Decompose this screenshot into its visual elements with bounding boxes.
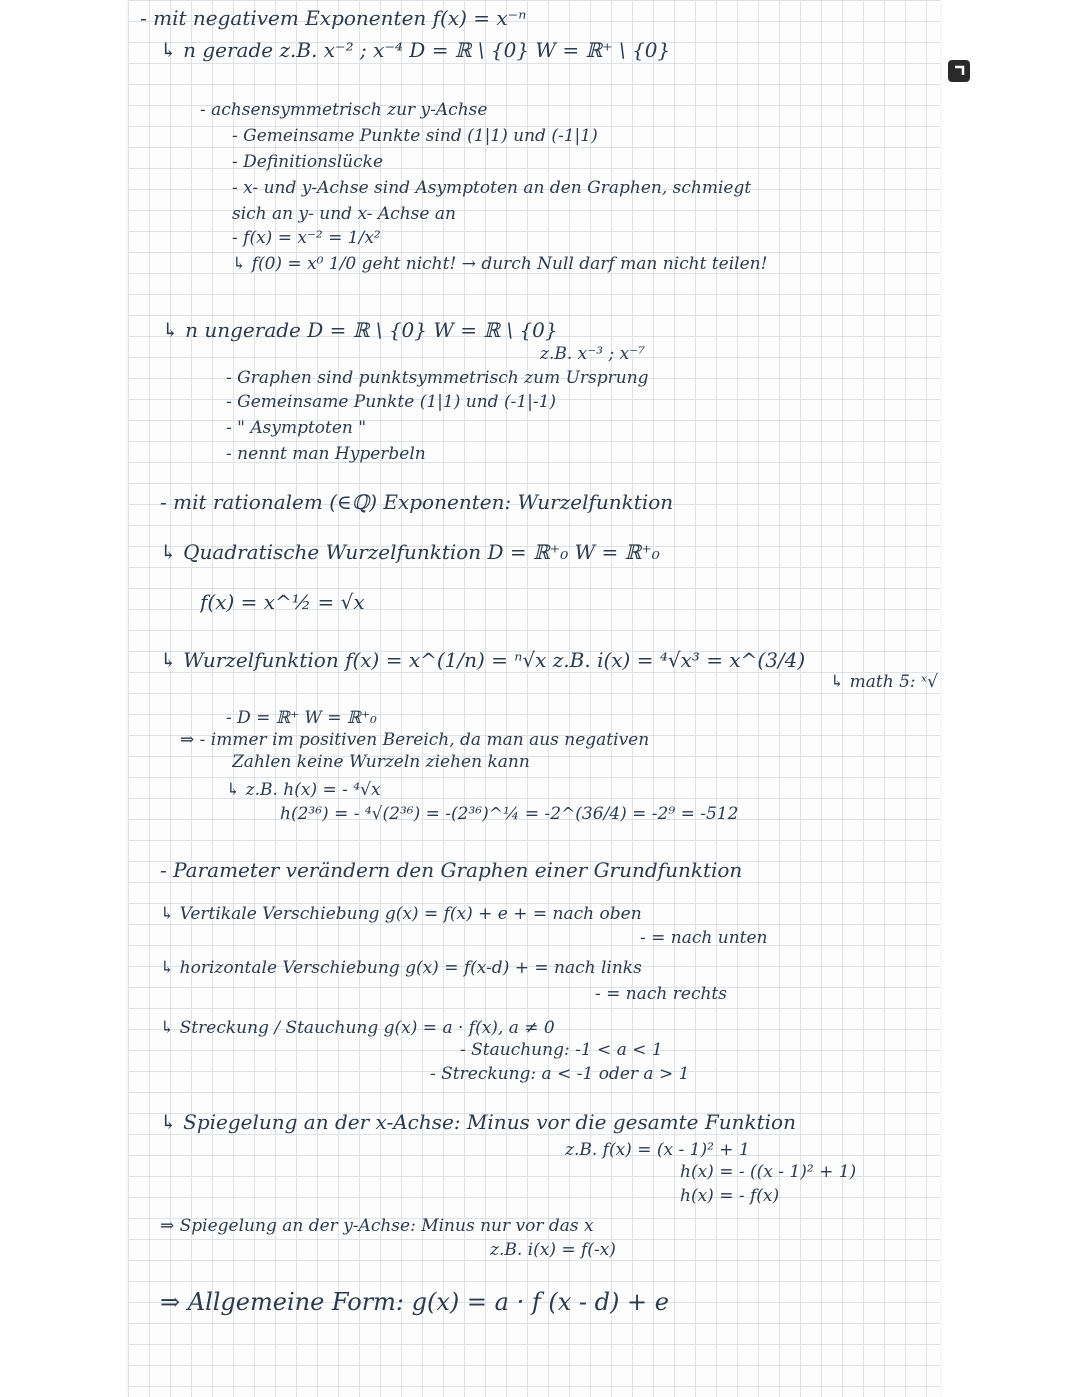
- note-line: - Streckung: a < -1 oder a > 1: [430, 1064, 690, 1084]
- note-line: - D = ℝ⁺ W = ℝ⁺₀: [226, 708, 377, 728]
- note-line: ↳ Wurzelfunktion f(x) = x^(1/n) = ⁿ√x z.B. i(x) = ⁴√x³ = x^(3/4): [160, 648, 806, 672]
- note-line: - mit negativem Exponenten f(x) = x⁻ⁿ: [140, 6, 527, 30]
- note-line: ↳ n gerade z.B. x⁻² ; x⁻⁴ D = ℝ \ {0} W = ℝ⁺ \ {0}: [160, 38, 671, 62]
- note-line: - = nach rechts: [595, 984, 727, 1004]
- note-line: - Gemeinsame Punkte sind (1|1) und (-1|1): [232, 126, 598, 146]
- note-line: f(x) = x^½ = √x: [200, 590, 365, 614]
- note-line: z.B. i(x) = f(-x): [490, 1240, 616, 1260]
- note-line: - Stauchung: -1 < a < 1: [460, 1040, 663, 1060]
- note-line: ↳ f(0) = x⁰ 1/0 geht nicht! → durch Null darf man nicht teilen!: [232, 254, 768, 274]
- note-line: - Gemeinsame Punkte (1|1) und (-1|-1): [226, 392, 557, 412]
- note-line: ⇒ Spiegelung an der y-Achse: Minus nur vor das x: [160, 1216, 594, 1236]
- note-line: ↳ Spiegelung an der x-Achse: Minus vor die gesamte Funktion: [160, 1110, 796, 1134]
- note-line: sich an y- und x- Achse an: [232, 204, 456, 224]
- note-line: - x- und y-Achse sind Asymptoten an den Graphen, schmiegt: [232, 178, 752, 198]
- note-line: h(2³⁶) = - ⁴√(2³⁶) = -(2³⁶)^¼ = -2^(36/4) = -2⁹ = -512: [280, 804, 739, 824]
- note-line: ↳ Vertikale Verschiebung g(x) = f(x) + e + = nach oben: [160, 904, 642, 924]
- note-line: - Parameter verändern den Graphen einer Grundfunktion: [160, 858, 743, 882]
- note-line: ↳ n ungerade D = ℝ \ {0} W = ℝ \ {0}: [162, 318, 558, 342]
- note-line: z.B. x⁻³ ; x⁻⁷: [540, 344, 645, 364]
- note-line: ↳ horizontale Verschiebung g(x) = f(x-d) + = nach links: [160, 958, 642, 978]
- note-line: ↳ math 5: ˣ√: [830, 672, 938, 692]
- note-line: - Graphen sind punktsymmetrisch zum Ursprung: [226, 368, 649, 388]
- note-line: ↳ Quadratische Wurzelfunktion D = ℝ⁺₀ W = ℝ⁺₀: [160, 540, 660, 564]
- note-line: h(x) = - ((x - 1)² + 1): [680, 1162, 857, 1182]
- note-line: ⇒ Allgemeine Form: g(x) = a · f (x - d) + e: [160, 1288, 669, 1316]
- note-line: - " Asymptoten ": [226, 418, 367, 438]
- bookmark-icon[interactable]: [948, 60, 970, 82]
- note-line: - f(x) = x⁻² = 1/x²: [232, 228, 381, 248]
- note-line: - nennt man Hyperbeln: [226, 444, 426, 464]
- note-line: ⇒ - immer im positiven Bereich, da man aus negativen: [180, 730, 650, 750]
- note-line: - achsensymmetrisch zur y-Achse: [200, 100, 488, 120]
- note-line: h(x) = - f(x): [680, 1186, 780, 1206]
- note-line: Zahlen keine Wurzeln ziehen kann: [232, 752, 530, 772]
- note-line: ↳ Streckung / Stauchung g(x) = a · f(x), a ≠ 0: [160, 1018, 555, 1038]
- note-line: z.B. f(x) = (x - 1)² + 1: [565, 1140, 750, 1160]
- note-line: - = nach unten: [640, 928, 768, 948]
- note-line: ↳ z.B. h(x) = - ⁴√x: [226, 780, 381, 800]
- note-line: - Definitionslücke: [232, 152, 384, 172]
- note-line: - mit rationalem (∈ℚ) Exponenten: Wurzelfunktion: [160, 490, 674, 514]
